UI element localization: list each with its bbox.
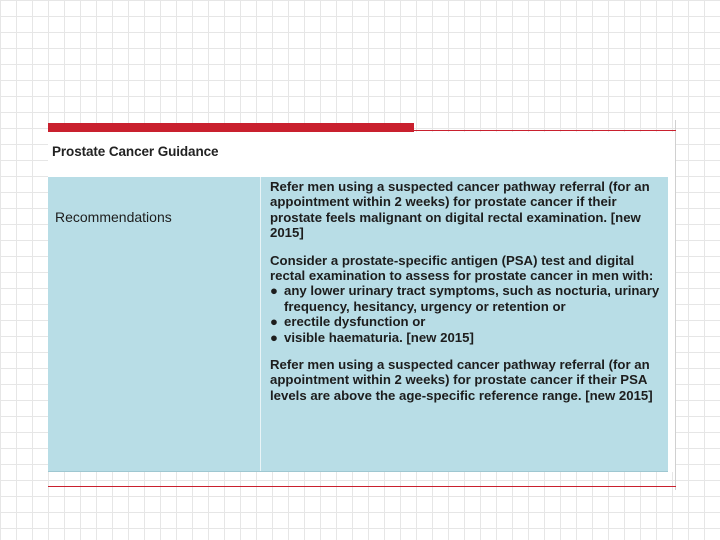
bullet-icon: ● <box>270 283 278 299</box>
bullet-icon: ● <box>270 329 278 345</box>
top-rule <box>414 130 676 131</box>
page-title: Prostate Cancer Guidance <box>52 144 219 159</box>
row-heading: Recommendations <box>55 209 172 225</box>
list-item <box>270 283 660 314</box>
bottom-rule <box>48 486 676 487</box>
table-heading-cell <box>48 177 261 471</box>
symptom-list <box>270 283 660 345</box>
recommendation-paragraph: Refer men using a suspected cancer pathway referral (for an appointment within 2 weeks) for prostate cancer if their PSA levels are above the age-specific reference range. [new 2015] <box>270 357 653 403</box>
table-content-cell <box>261 177 668 471</box>
list-item-text: visible haematuria. [new 2015] <box>284 329 474 345</box>
slide-frame-border <box>675 120 676 490</box>
guidance-table <box>48 177 668 472</box>
recommendation-paragraph: Consider a prostate-specific antigen (PSA) test and digital rectal examination to assess for prostate cancer in men with: <box>270 252 654 284</box>
list-item-text: erectile dysfunction or <box>284 314 426 330</box>
guidance-card <box>48 132 675 472</box>
list-item-text: any lower urinary tract symptoms, such as nocturia, urinary frequency, hesitancy, urgency or retention or <box>284 283 660 314</box>
list-item <box>270 330 660 345</box>
list-item <box>270 314 660 329</box>
bullet-icon: ● <box>270 314 278 330</box>
recommendation-paragraph: Refer men using a suspected cancer pathway referral (for an appointment within 2 weeks) for prostate cancer if their prostate feels malignant on digital rectal examination. [new 2015] <box>270 179 650 241</box>
top-accent-bar <box>48 123 414 132</box>
